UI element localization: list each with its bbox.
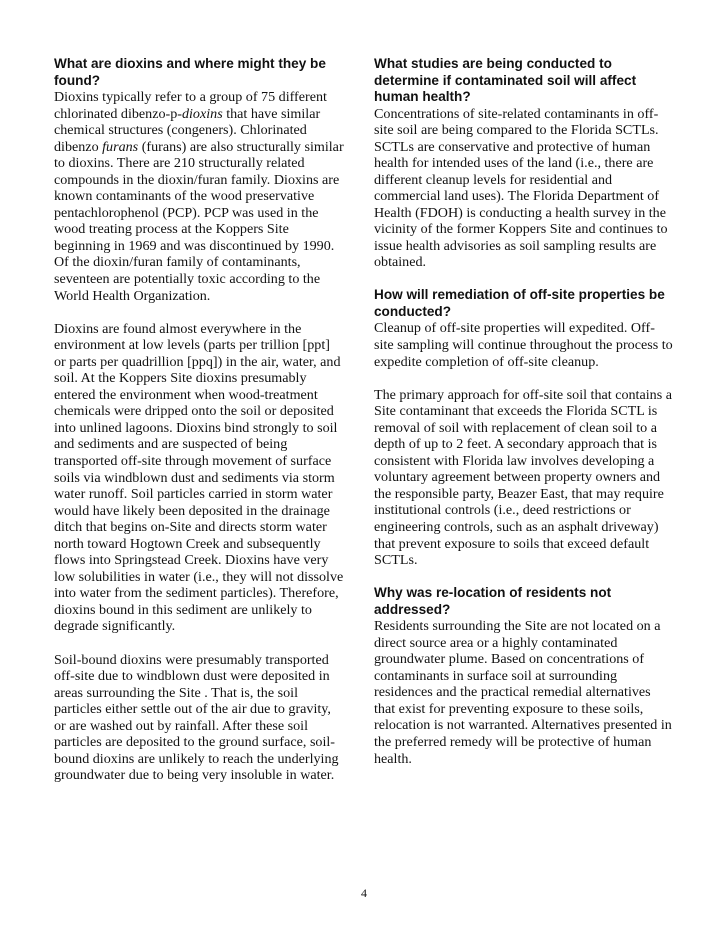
text-run: Dioxins typically refer to a group of 75 different chlorinated dibenzo-p- xyxy=(54,89,327,122)
right-column xyxy=(374,56,674,767)
spacer xyxy=(374,370,674,387)
text-run: that have similar chemical structures (congeners). Chlorinated dibenzo xyxy=(54,105,321,155)
section-heading-dioxins: What are dioxins and where might they be found? xyxy=(54,56,326,88)
spacer xyxy=(374,569,674,586)
italic-furans: furans xyxy=(102,138,139,155)
spacer xyxy=(54,304,344,321)
paragraph-studies: Concentrations of site-related contaminants in off-site soil are being compared to the Florida SCTLs. SCTLs are conservative and protective of human health for intended uses of the land (i.e., there are different cleanup levels for residential and commercial land uses). The Florida Department of Health (FDOH) is conducting a health survey in the vicinity of the former Koppers Site and continues to issue health advisories as soil sampling results are obtained. xyxy=(374,105,668,271)
section-heading-relocation: Why was re-location of residents not addressed? xyxy=(374,585,612,617)
page-number: 4 xyxy=(361,886,367,900)
paragraph-remediation-expedited: Cleanup of off-site properties will expedited. Off-site sampling will continue throughout the process to expedite completion of off-site cleanup. xyxy=(374,320,673,370)
section-heading-remediation: How will remediation of off-site properties be conducted? xyxy=(374,287,665,319)
paragraph-relocation: Residents surrounding the Site are not located on a direct source area or a highly contaminated groundwater plume. Based on concentrations of contaminants in surface soil at surrounding residences and the practical remedial alternatives that exist for preventing exposure to these soils, relocation is not warranted. Alternatives presented in the preferred remedy will be protective of human health. xyxy=(374,618,672,767)
italic-dioxins: dioxins xyxy=(181,105,223,122)
text-run: (furans) are also structurally similar to dioxins. There are 210 structurally related compounds in the dioxin/furan family. Dioxins are known contaminants of the wood preservative pentachlorophenol (PCP). PCP was used in the wood treating process at the Koppers Site beginning in 1969 and was discontinued by 1990. Of the dioxin/furan family of contaminants, seventeen are potentially toxic according to the World Health Organization. xyxy=(54,138,344,304)
left-column xyxy=(54,56,344,784)
paragraph-remediation-approach: The primary approach for off-site soil that contains a Site contaminant that exceeds the Florida SCTL is removal of soil with replacement of clean soil to a depth of up to 2 feet. A secondary approach that is consistent with Florida law involves developing a voluntary agreement between property owners and the responsible party, Beazer East, that may require institutional controls (i.e., deed restrictions or engineering controls, such as an asphalt driveway) that prevent exposure to soils that exceed default SCTLs. xyxy=(374,386,672,569)
paragraph-soil-bound-dioxins: Soil-bound dioxins were presumably transported off-site due to windblown dust were deposited in areas surrounding the Site . That is, the soil particles either settle out of the air due to gravity, or are washed out by rainfall. After these soil particles are deposited to the ground surface, soil-bound dioxins are unlikely to reach the underlying groundwater due to being very insoluble in water. xyxy=(54,651,339,784)
paragraph-dioxins-definition xyxy=(54,89,344,304)
spacer xyxy=(54,635,344,652)
spacer xyxy=(374,271,674,288)
paragraph-dioxins-environment: Dioxins are found almost everywhere in the environment at low levels (parts per trillion [ppt] or parts per quadrillion [ppq]) in the air, water, and soil. At the Koppers Site dioxins presumably entered the environment when wood-treatment chemicals were dripped onto the soil or deposited into unlined lagoons. Dioxins bind strongly to soil and sediments and are suspected of being transported off-site through movement of surface soils via windblown dust and sediments via storm water runoff. Soil particles carried in storm water would have likely been deposited in the drainage ditch that begins on-Site and directs storm water north toward Hogtown Creek and subsequently flows into Springstead Creek. Dioxins have very low solubilities in water (i.e., they will not dissolve into water from the sediment particles). Therefore, dioxins bound in this sediment are unlikely to degrade significantly. xyxy=(54,320,344,635)
section-heading-studies: What studies are being conducted to determine if contaminated soil will affect human health? xyxy=(374,56,637,104)
